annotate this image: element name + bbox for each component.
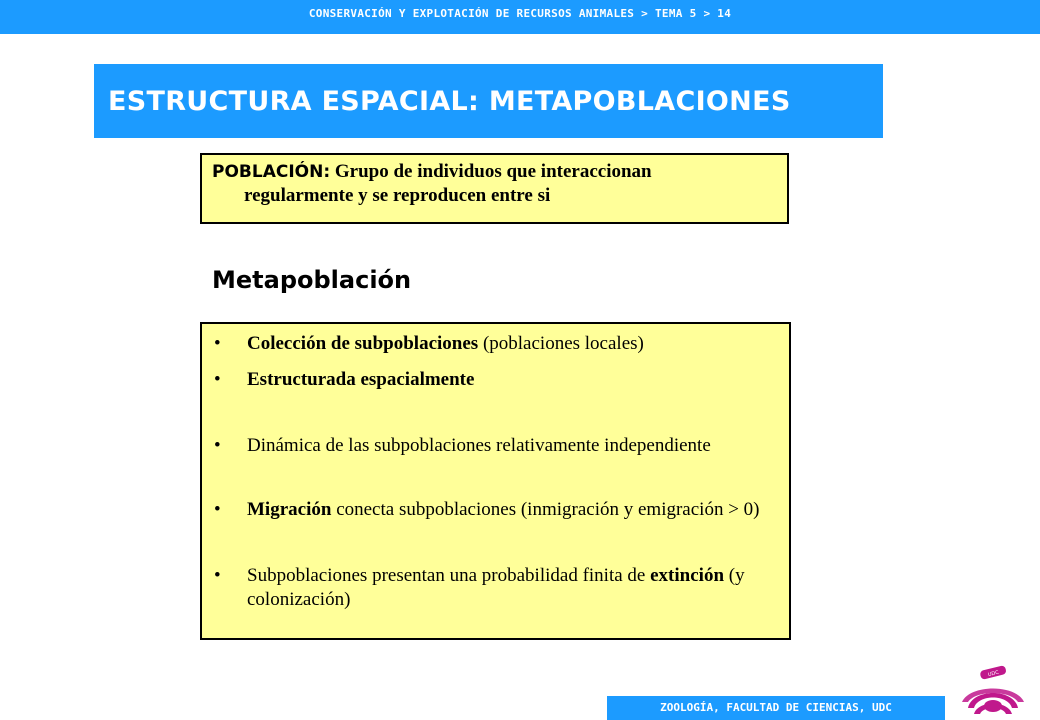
bullet-text: Dinámica de las subpoblaciones relativamente independiente (247, 435, 711, 456)
logo-text: UDC (987, 669, 1000, 679)
definition-text-2: regularmente y se reproducen entre si (244, 185, 551, 206)
bullet-bold-text: Colección de subpoblaciones (247, 333, 479, 354)
list-item (214, 368, 777, 392)
definition-text-1: Grupo de individuos que interaccionan (330, 161, 652, 182)
bullet-dot: • (214, 565, 221, 586)
bullet-text: Subpoblaciones presentan una probabilidad finita de (247, 565, 651, 586)
list-item (214, 434, 777, 458)
list-item (214, 498, 777, 522)
bullet-text: conecta subpoblaciones (inmigración y emigración > 0) (331, 499, 760, 520)
list-item (214, 564, 777, 612)
bullet-bold-text: Migración (247, 499, 332, 520)
bullet-dot: • (214, 499, 221, 520)
bullet-dot: • (214, 369, 221, 390)
bullet-text: (poblaciones locales) (478, 333, 644, 354)
bullet-dot: • (214, 333, 221, 354)
definition-term: POBLACIÓN: (212, 162, 331, 182)
bullet-dot: • (214, 435, 221, 456)
breadcrumb: CONSERVACIÓN Y EXPLOTACIÓN DE RECURSOS ANIMALES > TEMA 5 > 14 (0, 0, 1040, 34)
footer-credit: ZOOLOGÍA, FACULTAD DE CIENCIAS, UDC (607, 696, 945, 720)
bullet-list (200, 322, 791, 640)
university-logo-icon (958, 662, 1028, 718)
bullet-bold-text: Estructurada espacialmente (247, 369, 475, 390)
section-subtitle: Metapoblación (212, 266, 412, 294)
bullet-text: (y colonización) (247, 565, 745, 610)
definition-box (200, 153, 789, 224)
slide-title: ESTRUCTURA ESPACIAL: METAPOBLACIONES (94, 64, 883, 138)
bullet-bold-text: extinción (650, 565, 725, 586)
list-item (214, 332, 777, 356)
